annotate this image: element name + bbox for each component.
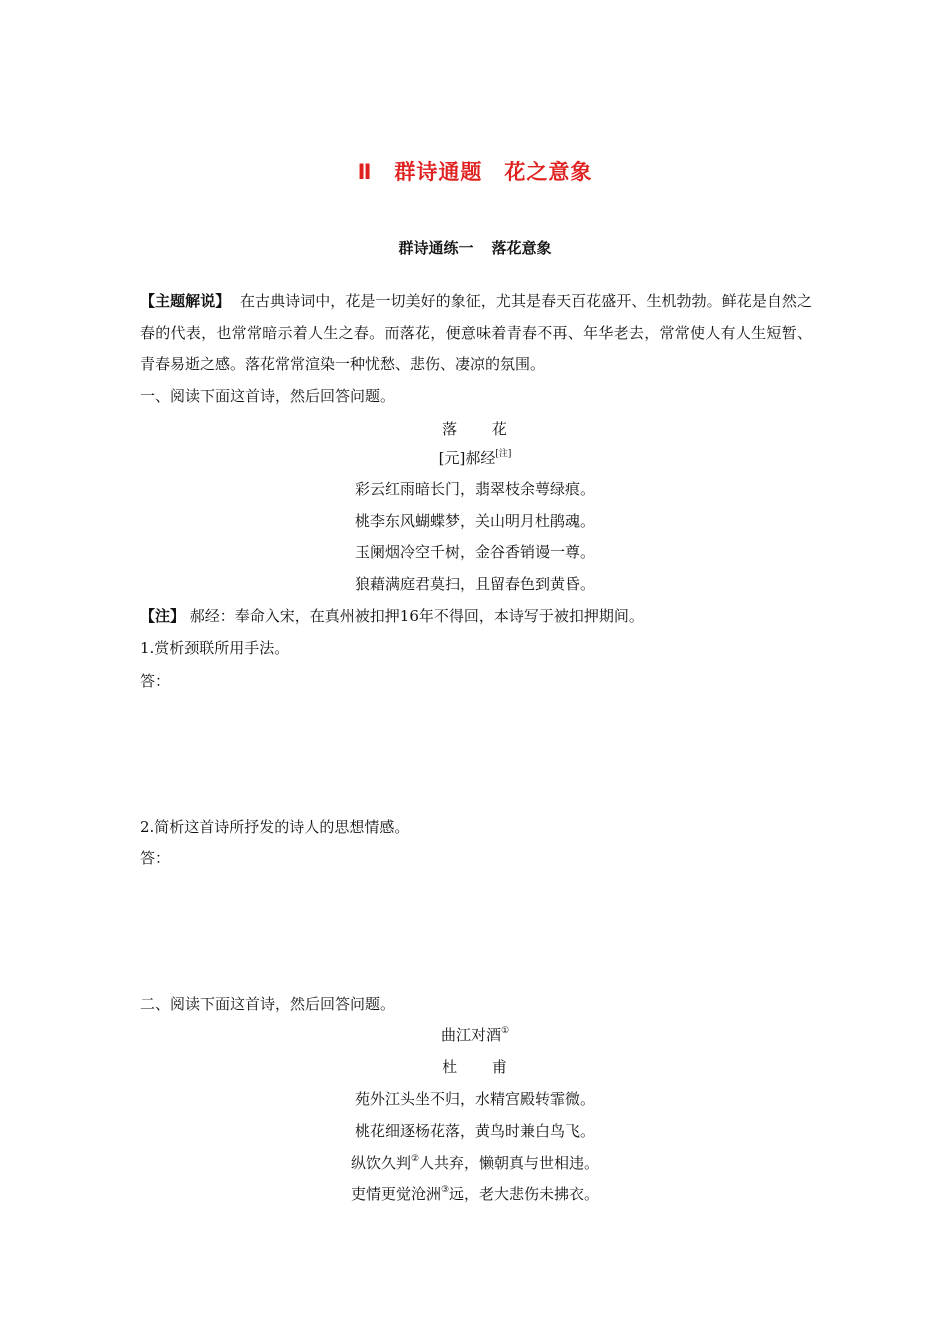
question-1-item: 1.赏析颈联所用手法。 xyxy=(140,639,290,657)
poem-1-line: 彩云红雨暗长门，翡翠枝余萼绿痕。 xyxy=(354,480,595,498)
question-2-item: 2.简析这首诗所抒发的诗人的思想情感。 xyxy=(140,818,410,836)
poem-2-line xyxy=(0,1152,950,1173)
poem-1-line: 玉阑烟冷空千树，金谷香销谩一尊。 xyxy=(354,543,595,561)
poem-2-author: 杜 甫 xyxy=(442,1058,522,1076)
poem-2-line-part: 远，老大悲伤未拂衣。 xyxy=(449,1185,600,1203)
poem-1-line: 狼藉满庭君莫扫，且留春色到黄昏。 xyxy=(354,575,595,593)
title-part-1: 群诗通题 xyxy=(394,160,483,184)
poem-2-line xyxy=(0,1183,950,1204)
poem-2-footnote-mark: ③ xyxy=(440,1185,450,1195)
title-part-2: 花之意象 xyxy=(504,160,593,184)
theme-explanation xyxy=(140,286,812,381)
theme-explanation-label: 【主题解说】 xyxy=(140,292,231,310)
poem-2-line: 苑外江头坐不归，水精宫殿转霏微。 xyxy=(354,1090,595,1108)
title-roman-numeral: Ⅱ xyxy=(357,160,373,184)
answer-label: 答： xyxy=(140,672,171,690)
section-title-part-1: 群诗通练一 xyxy=(398,239,474,257)
question-1-heading: 一、阅读下面这首诗，然后回答问题。 xyxy=(140,387,396,405)
poem-1-note-label: 【注】 xyxy=(140,607,186,625)
poem-2-title-line xyxy=(0,1024,950,1045)
poem-1-note xyxy=(140,605,644,626)
poem-2-title: 曲江对酒 xyxy=(440,1026,501,1044)
poem-2-title-note-mark: ① xyxy=(500,1026,510,1036)
poem-1-dynasty: [元] xyxy=(438,449,466,467)
section-title xyxy=(0,237,950,258)
poem-2-footnote-mark: ② xyxy=(410,1154,420,1164)
question-2-heading: 二、阅读下面这首诗，然后回答问题。 xyxy=(140,995,396,1013)
page-title xyxy=(0,156,950,186)
poem-1-author-note-mark: [注] xyxy=(495,449,512,459)
poem-2-line-part: 吏情更觉沧洲 xyxy=(350,1185,441,1203)
poem-1-note-text: 郝经：奉命入宋，在真州被扣押16年不得回，本诗写于被扣押期间。 xyxy=(189,607,644,625)
poem-1-author: 郝经 xyxy=(465,449,496,467)
poem-2-line-part: 人共弃，懒朝真与世相违。 xyxy=(419,1154,600,1172)
poem-1-line: 桃李东风蝴蝶梦，关山明月杜鹃魂。 xyxy=(354,512,595,530)
theme-explanation-text: 在古典诗词中，花是一切美好的象征，尤其是春天百花盛开、生机勃勃。鲜花是自然之春的代表，也常常暗示着人生之春。而落花，便意味着青春不再、年华老去，常常使人有人生短暂、青春易逝之感。落花常常渲染一种忧愁、悲伤、凄凉的氛围。 xyxy=(140,292,812,373)
poem-1-author-line xyxy=(0,446,950,468)
answer-label: 答： xyxy=(140,849,171,867)
poem-1-title: 落 花 xyxy=(442,420,522,438)
poem-2-line: 桃花细逐杨花落，黄鸟时兼白鸟飞。 xyxy=(354,1122,595,1140)
poem-2-line-part: 纵饮久判 xyxy=(350,1154,411,1172)
section-title-part-2: 落花意象 xyxy=(491,239,552,257)
